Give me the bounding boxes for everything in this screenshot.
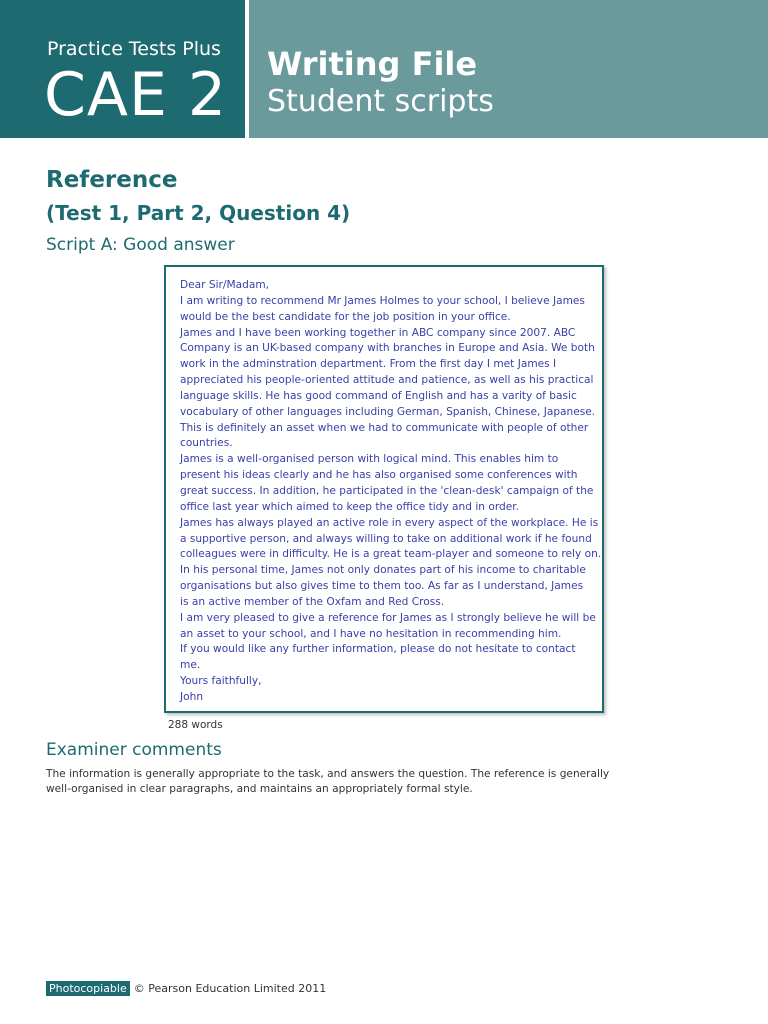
section-title: Writing File <box>267 45 478 83</box>
script-line: James has always played an active role in every aspect of the workplace. He is <box>180 516 599 529</box>
student-script-text <box>180 278 602 706</box>
script-line: James is a well-organised person with logical mind. This enables him to <box>180 453 559 466</box>
script-line: colleagues were in difficulty. He is a great team-player and someone to rely on. <box>180 548 602 561</box>
task-reference: (Test 1, Part 2, Question 4) <box>46 201 351 225</box>
book-title: CAE 2 <box>44 60 228 130</box>
page-title: Reference <box>46 167 178 193</box>
script-line: vocabulary of other languages including German, Spanish, Chinese, Japanese. <box>180 405 596 418</box>
copyright-text: © Pearson Education Limited 2011 <box>133 982 327 995</box>
script-line: I am very pleased to give a reference for James as I strongly believe he will be <box>180 611 596 624</box>
photocopiable-badge: Photocopiable <box>46 981 130 996</box>
script-line: John <box>180 690 204 703</box>
script-line: Dear Sir/Madam, <box>180 279 270 291</box>
script-line: James and I have been working together in ABC company since 2007. ABC <box>180 326 576 339</box>
subsection-title: Student scripts <box>267 84 494 119</box>
script-line: an asset to your school, and I have no hesitation in recommending him. <box>180 627 562 640</box>
script-line: appreciated his people-oriented attitude and patience, as well as his practical <box>180 374 594 387</box>
script-line: Company is an UK-based company with branches in Europe and Asia. We both <box>180 342 595 355</box>
script-line: a supportive person, and always willing to take on additional work if he found <box>180 532 592 545</box>
series-title: Practice Tests Plus <box>47 38 221 60</box>
script-line: work in the adminstration department. From the first day I met James I <box>180 358 557 371</box>
student-script-box <box>164 265 604 713</box>
examiner-comments-heading: Examiner comments <box>46 740 222 760</box>
script-line: great success. In addition, he participated in the 'clean-desk' campaign of the <box>180 484 594 497</box>
script-line: countries. <box>180 437 233 450</box>
script-line: office last year which aimed to keep the office tidy and in order. <box>180 500 519 513</box>
word-count: 288 words <box>168 719 223 731</box>
script-label: Script A: Good answer <box>46 235 235 255</box>
script-line: present his ideas clearly and he has also organised some conferences with <box>180 469 578 482</box>
script-line: would be the best candidate for the job position in your office. <box>180 310 511 323</box>
script-line: I am writing to recommend Mr James Holmes to your school, I believe James <box>180 294 585 307</box>
script-line: This is definitely an asset when we had to communicate with people of other <box>180 421 589 434</box>
script-line: language skills. He has good command of English and has a varity of basic <box>180 389 577 402</box>
script-line: me. <box>180 659 201 672</box>
footer <box>46 981 326 996</box>
script-line: Yours faithfully, <box>180 675 262 688</box>
script-line: If you would like any further information, please do not hesitate to contact <box>180 643 576 656</box>
script-line: In his personal time, James not only donates part of his income to charitable <box>180 564 586 577</box>
script-line: is an active member of the Oxfam and Red Cross. <box>180 595 445 608</box>
examiner-comments-text: The information is generally appropriate to the task, and answers the question. The reference is generally well-organised in clear paragraphs, and maintains an appropriately formal style. <box>46 768 610 795</box>
script-line: organisations but also gives time to them too. As far as I understand, James <box>180 580 584 593</box>
